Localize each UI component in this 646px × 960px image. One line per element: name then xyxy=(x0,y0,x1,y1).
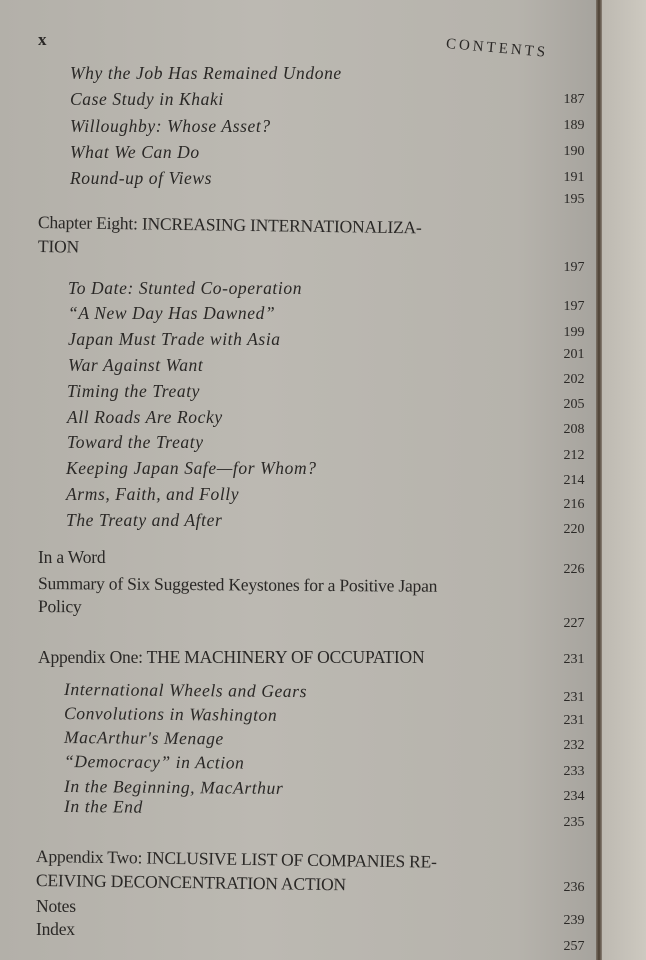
toc-entry-page-number: 227 xyxy=(563,616,585,631)
toc-entry-title-continued: Policy xyxy=(37,596,82,617)
toc-entry-page-number: 235 xyxy=(563,815,585,830)
toc-entry-page-number: 232 xyxy=(563,738,585,753)
toc-entry-title: “Democracy” in Action xyxy=(63,751,245,773)
toc-entry-title: War Against Want xyxy=(68,355,204,375)
toc-entry-page-number: 220 xyxy=(563,522,585,537)
toc-entry-page-number: 233 xyxy=(563,764,585,779)
toc-entry-title: In a Word xyxy=(38,547,106,567)
toc-entry-page-number: 208 xyxy=(563,422,585,437)
toc-entry-page-number: 205 xyxy=(563,397,585,412)
toc-entry-title: In the Beginning, MacArthur xyxy=(63,776,284,798)
toc-entry-title: What We Can Do xyxy=(70,142,200,162)
toc-entry-page-number: 190 xyxy=(563,144,585,159)
toc-entry-title: Summary of Six Suggested Keystones for a Positive Japan xyxy=(37,573,438,596)
toc-entry-title: Toward the Treaty xyxy=(67,432,204,452)
toc-entry-title: Notes xyxy=(36,896,76,916)
toc-entry-page-number: 257 xyxy=(563,939,585,954)
running-head: CONTENTS xyxy=(445,36,549,61)
toc-entry-title: Case Study in Khaki xyxy=(70,89,224,109)
toc-entry-page-number: 234 xyxy=(563,789,585,804)
toc-entry-page-number: 199 xyxy=(563,325,585,340)
toc-entry-page-number: 226 xyxy=(563,562,585,577)
toc-entry-page-number: 187 xyxy=(563,92,585,107)
toc-entry-page-number: 239 xyxy=(563,913,585,928)
toc-entry-page-number: 216 xyxy=(563,497,585,512)
toc-entry-page-number: 195 xyxy=(563,192,585,207)
toc-entry-title: “A New Day Has Dawned” xyxy=(68,303,276,323)
toc-entry-page-number: 201 xyxy=(563,347,585,362)
toc-entry-title: Timing the Treaty xyxy=(67,381,201,401)
facing-page xyxy=(602,0,646,960)
toc-entry-title: Chapter Eight: INCREASING INTERNATIONALIZA- xyxy=(37,212,422,238)
toc-entry-title: In the End xyxy=(63,796,143,817)
toc-entry-title: Keeping Japan Safe—for Whom? xyxy=(66,458,317,478)
toc-entry-page-number: 214 xyxy=(563,473,585,488)
toc-entry-title: Appendix One: THE MACHINERY OF OCCUPATION xyxy=(38,647,425,667)
toc-entry-title-continued: CEIVING DECONCENTRATION ACTION xyxy=(35,870,347,895)
toc-entry-page-number: 191 xyxy=(563,170,585,185)
toc-entry-title: Willoughby: Whose Asset? xyxy=(70,116,271,136)
toc-entry-page-number: 212 xyxy=(563,448,585,463)
toc-entry-title: Why the Job Has Remained Undone xyxy=(70,63,342,83)
toc-entry-title: Round-up of Views xyxy=(70,168,213,188)
toc-entry-title: The Treaty and After xyxy=(66,510,223,530)
toc-entry-title: To Date: Stunted Co-operation xyxy=(68,278,303,298)
toc-entry-page-number: 189 xyxy=(563,118,585,133)
toc-entry-title-continued: TION xyxy=(37,236,80,257)
toc-entry-page-number: 202 xyxy=(563,372,585,387)
toc-entry-title: Convolutions in Washington xyxy=(63,703,278,725)
toc-entry-page-number: 197 xyxy=(563,260,585,275)
toc-entry-title: Arms, Faith, and Folly xyxy=(66,484,240,504)
toc-entry-page-number: 197 xyxy=(563,299,585,314)
toc-entry-page-number: 231 xyxy=(563,690,585,705)
folio-page-number: x xyxy=(38,30,47,49)
toc-entry-page-number: 236 xyxy=(563,880,585,895)
toc-entry-page-number: 231 xyxy=(563,652,585,667)
toc-entry-page-number: 231 xyxy=(563,713,585,728)
toc-entry-title: Appendix Two: INCLUSIVE LIST OF COMPANIES RE- xyxy=(35,846,437,872)
toc-entry-title: Japan Must Trade with Asia xyxy=(68,329,281,349)
toc-entry-title: MacArthur's Menage xyxy=(63,727,224,749)
toc-entry-title: All Roads Are Rocky xyxy=(67,407,223,427)
toc-entry-title: International Wheels and Gears xyxy=(63,679,308,702)
toc-entry-title: Index xyxy=(36,919,75,939)
